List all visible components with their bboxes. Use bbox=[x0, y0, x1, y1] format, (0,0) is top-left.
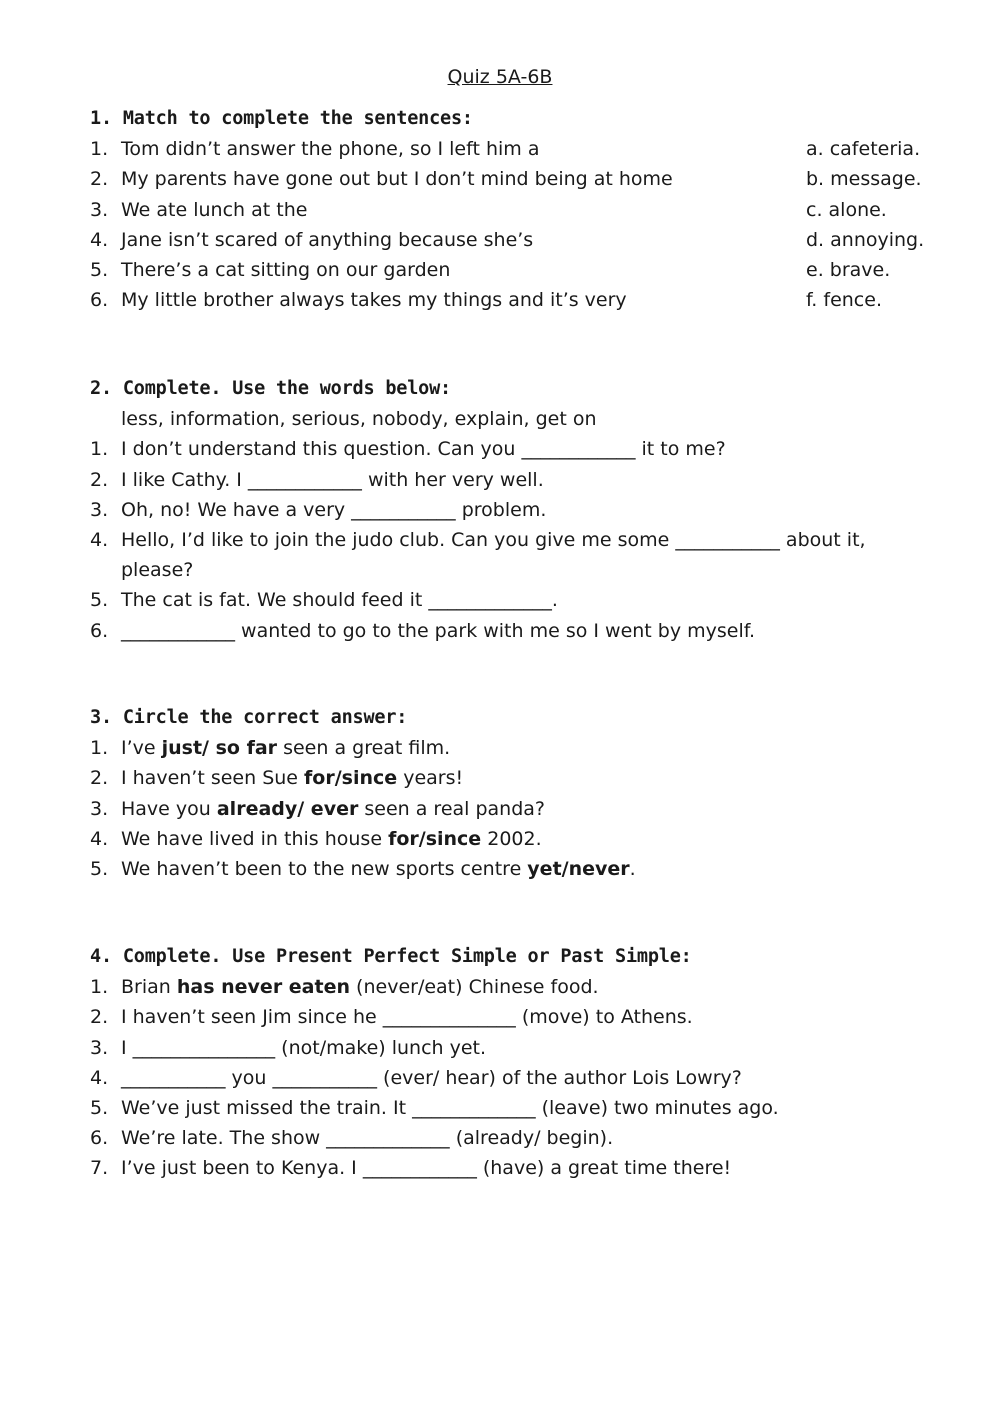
exercise-item: 7. I’ve just been to Kenya. I ____________ (have) a great time there! bbox=[90, 1157, 732, 1180]
exercise-item: 4. ___________ you ___________ (ever/ hear) of the author Lois Lowry? bbox=[90, 1066, 742, 1089]
exercise-item: 4. Hello, I’d like to join the judo club. Can you give me some ___________ about it, bbox=[90, 528, 866, 551]
answer-choices: just/ so far bbox=[161, 737, 278, 760]
section-heading: 4. Complete. Use Present Perfect Simple or Past Simple: bbox=[90, 946, 692, 967]
match-option: c. alone. bbox=[806, 198, 887, 221]
exercise-item: 3. Have you already/ ever seen a real panda? bbox=[90, 797, 546, 820]
exercise-item: 2. I like Cathy. I ____________ with her very well. bbox=[90, 468, 544, 491]
exercise-item: 1. I don’t understand this question. Can you ____________ it to me? bbox=[90, 438, 726, 461]
word-bank: less, information, serious, nobody, explain, get on bbox=[121, 408, 597, 431]
answer-choices: for/since bbox=[388, 827, 482, 850]
answer-choices: already/ ever bbox=[216, 797, 359, 820]
exercise-item: 1. I’ve just/ so far seen a great film. bbox=[90, 737, 451, 760]
exercise-item: 2. I haven’t seen Sue for/since years! bbox=[90, 767, 464, 790]
match-item: 5. There’s a cat sitting on our garden e. brave. bbox=[90, 255, 950, 285]
exercise-item: 6. We’re late. The show _____________ (already/ begin). bbox=[90, 1127, 614, 1150]
match-option: a. cafeteria. bbox=[806, 138, 921, 161]
section-circle-answer bbox=[90, 703, 950, 884]
answer-choices: yet/never bbox=[527, 857, 630, 880]
section-heading: 3. Circle the correct answer: bbox=[90, 707, 408, 728]
exercise-item: 5. The cat is fat. We should feed it _____________. bbox=[90, 589, 558, 612]
match-option: b. message. bbox=[806, 168, 922, 191]
exercise-item: 4. We have lived in this house for/since 2002. bbox=[90, 827, 542, 850]
exercise-item: 2. I haven’t seen Jim since he ______________ (move) to Athens. bbox=[90, 1006, 693, 1029]
example-item: 1. Brian has never eaten (never/eat) Chinese food. bbox=[90, 976, 599, 999]
match-item: 3. We ate lunch at the c. alone. bbox=[90, 195, 950, 225]
exercise-item: 3. Oh, no! We have a very ___________ problem. bbox=[90, 498, 547, 521]
match-item: 4. Jane isn’t scared of anything because she’s d. annoying. bbox=[90, 225, 950, 255]
exercise-item: 3. I _______________ (not/make) lunch yet. bbox=[90, 1036, 487, 1059]
exercise-item: 6. ____________ wanted to go to the park with me so I went by myself. bbox=[90, 619, 756, 642]
match-item: 6. My little brother always takes my things and it’s very f. fence. bbox=[90, 285, 950, 315]
section-complete-words bbox=[90, 374, 950, 646]
exercise-item: 5. We haven’t been to the new sports centre yet/never. bbox=[90, 857, 636, 880]
match-option: f. fence. bbox=[806, 289, 882, 312]
section-match bbox=[90, 104, 950, 315]
match-item: 1. Tom didn’t answer the phone, so I left him a a. cafeteria. bbox=[90, 134, 950, 164]
section-heading: 1. Match to complete the sentences: bbox=[90, 108, 473, 129]
section-heading: 2. Complete. Use the words below: bbox=[90, 378, 451, 399]
section-present-perfect bbox=[90, 942, 950, 1184]
page-title: Quiz 5A-6B bbox=[447, 66, 553, 88]
answer-choices: for/since bbox=[304, 767, 398, 790]
exercise-item: 5. We’ve just missed the train. It _____________ (leave) two minutes ago. bbox=[90, 1096, 779, 1119]
match-item: 2. My parents have gone out but I don’t mind being at home b. message. bbox=[90, 164, 950, 194]
match-option: d. annoying. bbox=[806, 228, 925, 251]
example-answer: has never eaten bbox=[176, 976, 351, 999]
exercise-item-continuation: please? bbox=[121, 559, 194, 582]
match-option: e. brave. bbox=[806, 258, 891, 281]
